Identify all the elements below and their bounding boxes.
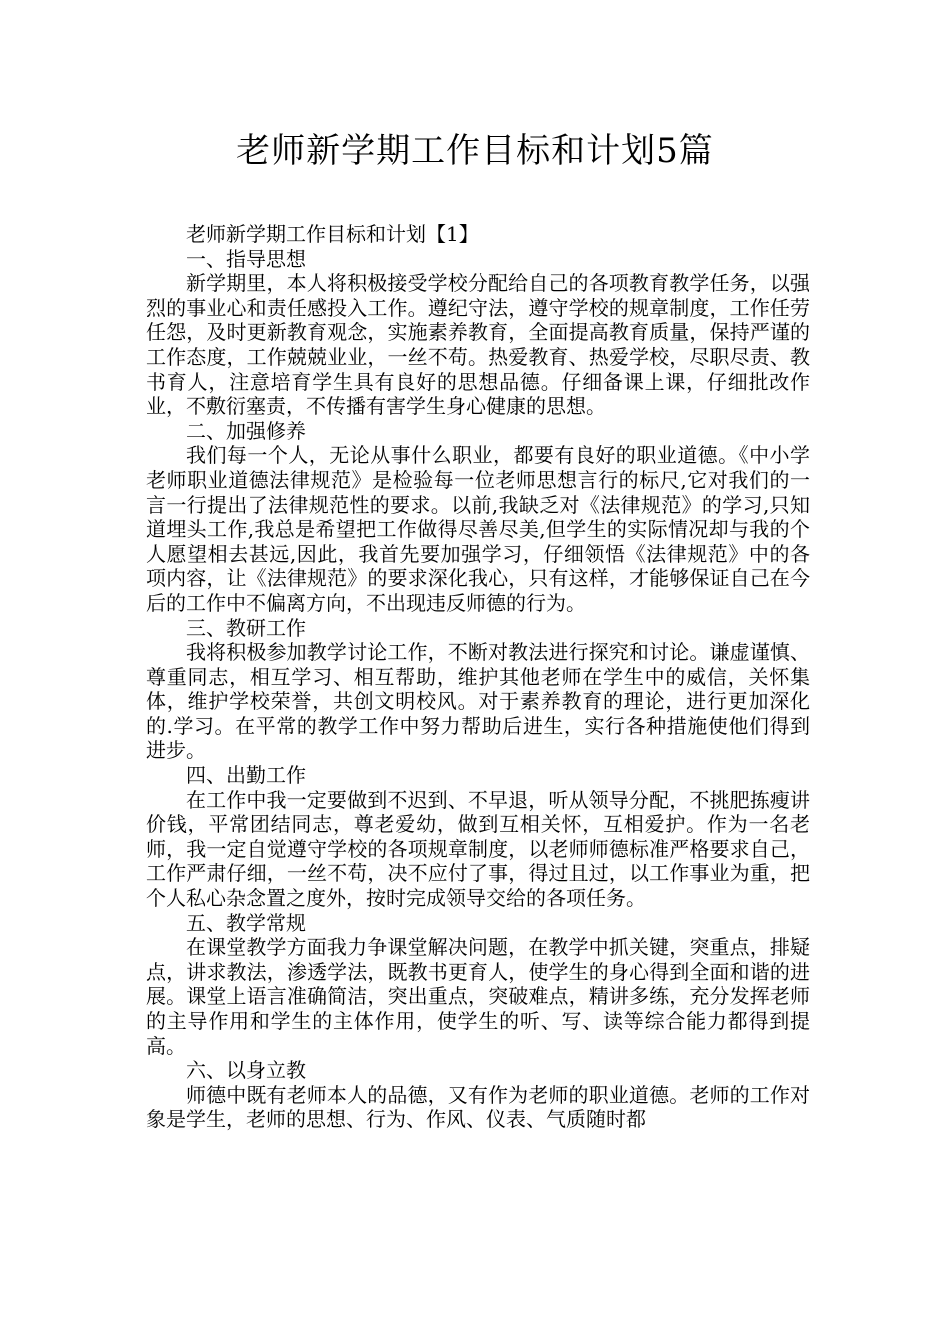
subsection-heading: 六、以身立教 <box>186 1058 306 1083</box>
subsection-heading: 一、指导思想 <box>186 246 306 271</box>
document-body <box>146 222 810 1132</box>
subsection-heading: 二、加强修养 <box>186 418 306 443</box>
body-paragraph: 师德中既有老师本人的品德，又有作为老师的职业道德。老师的工作对象是学生，老师的思想、行为、作风、仪表、气质随时都 <box>146 1082 810 1132</box>
body-paragraph: 在工作中我一定要做到不迟到、不早退，听从领导分配，不挑肥拣瘦讲价钱，平常团结同志，尊老爱幼，做到互相关怀，互相爱护。作为一名老师，我一定自觉遵守学校的各项规章制度，以老师师德标准严格要求自己，工作严肃仔细，一丝不苟，决不应付了事，得过且过，以工作事业为重，把个人私心杂念置之度外，按时完成领导交给的各项任务。 <box>146 787 810 911</box>
body-paragraph: 我将积极参加教学讨论工作，不断对教法进行探究和讨论。谦虚谨慎、尊重同志，相互学习、相互帮助，维护其他老师在学生中的威信，关怀集体，维护学校荣誉，共创文明校风。对于素养教育的理论，进行更加深化的.学习。在平常的教学工作中努力帮助后进生，实行各种措施使他们得到进步。 <box>146 640 810 763</box>
section-heading: 老师新学期工作目标和计划【1】 <box>186 222 479 246</box>
body-paragraph: 我们每一个人，无论从事什么职业，都要有良好的职业道德。《中小学老师职业道德法律规范》是检验每一位老师思想言行的标尺,它对我们的一言一行提出了法律规范性的要求。以前,我缺乏对《法律规范》的学习,只知道埋头工作,我总是希望把工作做得尽善尽美,但学生的实际情况却与我的个人愿望相去甚远,因此，我首先要加强学习，仔细领悟《法律规范》中的各项内容，让《法律规范》的要求深化我心，只有这样，才能够保证自己在今后的工作中不偏离方向，不出现违反师德的行为。 <box>146 443 810 615</box>
subsection-heading: 四、出勤工作 <box>186 763 306 788</box>
subsection-heading: 三、教研工作 <box>186 615 306 640</box>
document-title: 老师新学期工作目标和计划5篇 <box>236 131 714 171</box>
subsection-heading: 五、教学常规 <box>186 910 306 935</box>
body-paragraph: 新学期里，本人将积极接受学校分配给自己的各项教育教学任务，以强烈的事业心和责任感投入工作。遵纪守法，遵守学校的规章制度，工作任劳任怨，及时更新教育观念，实施素养教育，全面提高教育质量，保持严谨的工作态度，工作兢兢业业，一丝不苟。热爱教育、热爱学校，尽职尽责、教书育人，注意培育学生具有良好的思想品德。仔细备课上课，仔细批改作业，不敷衍塞责，不传播有害学生身心健康的思想。 <box>146 271 810 419</box>
body-paragraph: 在课堂教学方面我力争课堂解决问题，在教学中抓关键，突重点，排疑点，讲求教法，渗透学法，既教书更育人，使学生的身心得到全面和谐的进展。课堂上语言准确简洁，突出重点，突破难点，精讲多练，充分发挥老师的主导作用和学生的主体作用，使学生的听、写、读等综合能力都得到提高。 <box>146 935 810 1058</box>
